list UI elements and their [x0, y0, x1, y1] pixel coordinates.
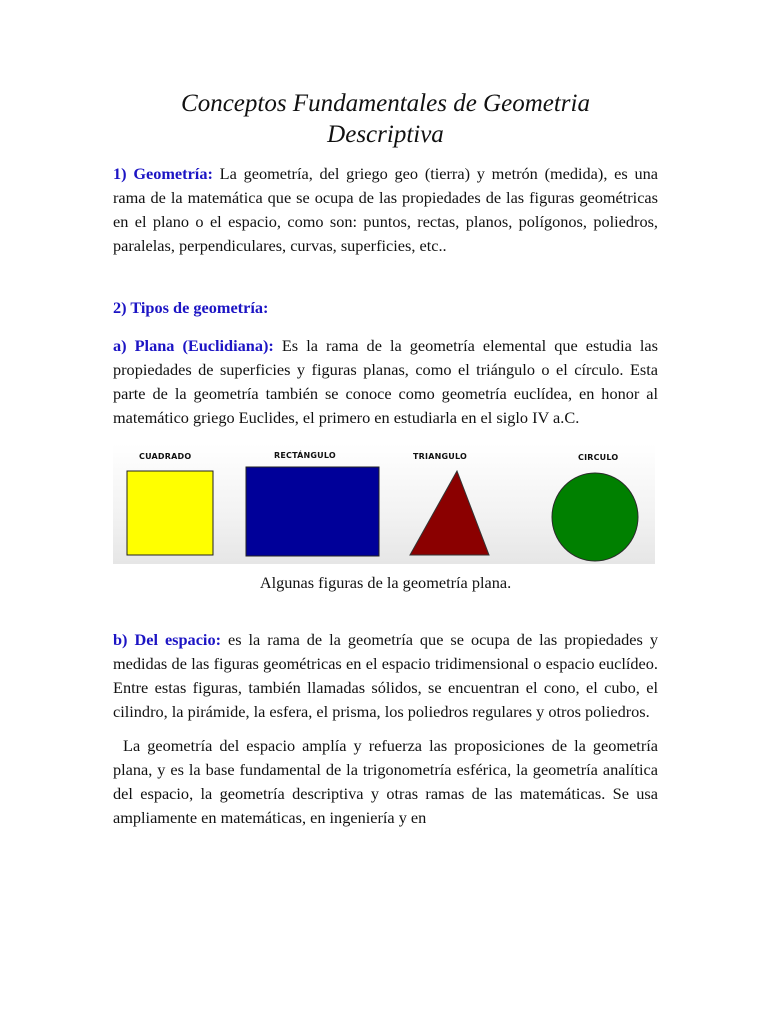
title-line-2: Descriptiva: [327, 121, 444, 148]
section-2a-label: a) Plana (Euclidiana):: [113, 336, 274, 355]
spacer: [113, 320, 658, 334]
section-2b-paragraph: [113, 628, 658, 724]
section-2b-text: es la rama de la geometría que se ocupa de las propiedades y medidas de las figuras geométricas en el espacio tridimensional o espacio euclídeo. Entre estas figuras, también llamadas sólidos, se encuentran el cono, el cubo, el cilindro, la pirámide, la esfera, el prisma, los poliedros regulares y otros poliedros.: [113, 630, 658, 721]
figure-caption: Algunas figuras de la geometría plana.: [259, 573, 512, 592]
section-1-text: La geometría, del griego geo (tierra) y metrón (medida), es una rama de la matemática que se ocupa de las propiedades de las figuras geométricas en el plano o el espacio, como son: puntos, rectas, planos, polígonos, poliedros, paralelas, perpendiculares, curvas, superficies, etc..: [113, 164, 659, 255]
spacer: [113, 594, 658, 628]
document-title: [113, 88, 658, 150]
plane-figures-svg: [113, 444, 655, 564]
section-2b-paragraph-2: La geometría del espacio amplía y refuerza las proposiciones de la geometría plana, y es la base fundamental de la trigonometría esférica, la geometría analítica del espacio, la geometría descriptiva y otras ramas de las matemáticas. Se usa ampliamente en matemáticas, en ingeniería y en: [113, 736, 658, 827]
section-2-heading: 2) Tipos de geometría:: [113, 298, 269, 317]
plane-figures-image: [113, 444, 655, 564]
green-circle-shape: [552, 473, 638, 561]
document-page: [113, 88, 658, 830]
title-line-1: Conceptos Fundamentales de Geometria: [181, 90, 590, 117]
figure-label-rectangulo: RECTÁNGULO: [274, 451, 336, 460]
section-2a-paragraph: [113, 334, 658, 430]
red-triangle-shape: [410, 471, 489, 555]
section-2a-text: Es la rama de la geometría elemental que estudia las propiedades de superficies y figuras planas, como el triángulo o el círculo. Esta parte de la geometría también se conoce como geometría euclídea, en honor al matemático griego Euclides, el primero en estudiarla en el siglo IV a.C.: [113, 336, 658, 427]
spacer: [113, 258, 658, 296]
section-2b-label: b) Del espacio:: [113, 630, 222, 649]
figure-label-triangulo: TRIANGULO: [413, 452, 467, 461]
figure-label-cuadrado: CUADRADO: [139, 452, 192, 461]
section-1-label: 1) Geometría:: [113, 164, 213, 183]
blue-rectangle-shape: [246, 467, 379, 556]
section-1-paragraph: [113, 162, 658, 258]
yellow-square-shape: [127, 471, 213, 555]
spacer: [113, 724, 658, 734]
figure-label-circulo: CIRCULO: [578, 453, 619, 462]
